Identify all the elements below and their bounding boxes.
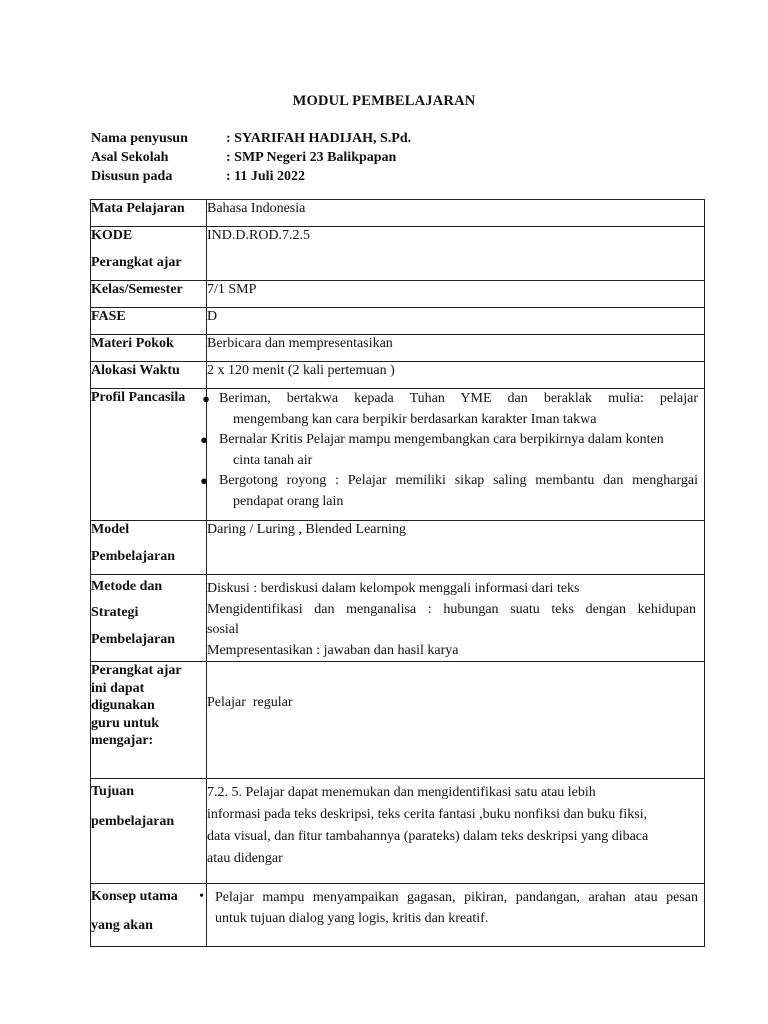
list-item: ● Beriman, bertakwa kepada Tuhan YME dan beraklak mulia: pelajar mengembang kan cara berpikir berdasarkan karakter Iman takwa	[202, 391, 698, 427]
table-row-profile	[91, 389, 705, 521]
time-label: Alokasi Waktu	[91, 362, 207, 389]
audience-value: Pelajar regular	[207, 662, 705, 779]
class-label: Kelas/Semester	[91, 281, 207, 308]
code-value: IND.D.ROD.7.2.5	[207, 227, 705, 281]
objective-label: Tujuan pembelajaran	[91, 779, 207, 884]
table-row-subject	[91, 200, 705, 227]
table-row-model	[91, 521, 705, 575]
author-row	[91, 129, 411, 148]
date-label: Disusun pada	[91, 169, 173, 184]
objective-value: 7.2. 5. Pelajar dapat menemukan dan mengidentifikasi satu atau lebih informasi pada teks deskripsi, teks cerita fantasi ,buku nonfiksi dan buku fiksi, data visual, dan fitur tambahannya (parateks) dalam teks deskripsi yang dibaca atau didengar	[207, 779, 705, 884]
school-value: : SMP Negeri 23 Balikpapan	[226, 150, 397, 165]
table-row-concept	[91, 884, 705, 947]
table-row-method	[91, 575, 705, 662]
concept-label: Konsep utama yang akan •	[91, 884, 207, 947]
table-row-class	[91, 281, 705, 308]
table-row-objective	[91, 779, 705, 884]
model-label: Model Pembelajaran	[91, 521, 207, 575]
author-info	[91, 129, 411, 186]
bullet-icon: •	[199, 889, 204, 904]
table-row-phase	[91, 308, 705, 335]
time-value: 2 x 120 menit (2 kali pertemuan )	[207, 362, 705, 389]
table-row-topic	[91, 335, 705, 362]
phase-value: D	[207, 308, 705, 335]
bullet-icon: ●	[202, 391, 210, 406]
module-table	[90, 199, 705, 947]
date-row	[91, 167, 411, 186]
author-label: Nama penyusun	[91, 131, 188, 146]
code-label: KODE Perangkat ajar	[91, 227, 207, 281]
subject-label: Mata Pelajaran	[91, 200, 207, 227]
profile-value	[200, 389, 705, 521]
bullet-icon: ●	[200, 432, 208, 447]
list-item: ● Bergotong royong : Pelajar memiliki sikap saling membantu dan menghargai pendapat orang lain	[200, 473, 698, 509]
method-label: Metode dan Strategi Pembelajaran	[91, 575, 207, 662]
date-value: : 11 Juli 2022	[226, 169, 305, 184]
author-value: : SYARIFAH HADIJAH, S.Pd.	[226, 131, 412, 146]
phase-label: FASE	[91, 308, 207, 335]
list-item: ● Bernalar Kritis Pelajar mampu mengembangkan cara berpikirnya dalam konten cinta tanah air	[200, 432, 664, 468]
table-row-time	[91, 362, 705, 389]
model-value: Daring / Luring , Blended Learning	[207, 521, 705, 575]
class-value: 7/1 SMP	[207, 281, 705, 308]
bullet-icon: ●	[200, 473, 208, 488]
subject-value: Bahasa Indonesia	[207, 200, 705, 227]
table-row-audience	[91, 662, 705, 779]
page-title: MODUL PEMBELAJARAN	[292, 93, 476, 109]
topic-value: Berbicara dan mempresentasikan	[207, 335, 705, 362]
school-label: Asal Sekolah	[91, 150, 169, 165]
concept-value: Pelajar mampu menyampaikan gagasan, pikiran, pandangan, arahan atau pesan untuk tujuan dialog yang logis, kritis dan kreatif.	[207, 884, 705, 947]
audience-label: Perangkat ajar ini dapat digunakan guru untuk mengajar:	[91, 662, 207, 779]
table-row-code	[91, 227, 705, 281]
method-value: Diskusi : berdiskusi dalam kelompok menggali informasi dari teks Mengidentifikasi dan menganalisa : hubungan suatu teks dengan kehidupan sosial Mempresentasikan : jawaban dan hasil karya	[207, 575, 705, 662]
profile-label: Profil Pancasila	[91, 389, 207, 521]
topic-label: Materi Pokok	[91, 335, 207, 362]
school-row	[91, 148, 411, 167]
